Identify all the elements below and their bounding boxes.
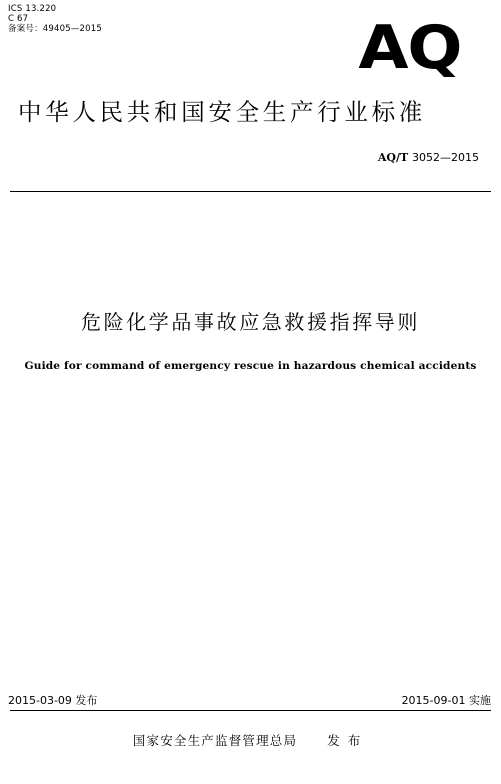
issue-verb: 发布 — [327, 733, 369, 748]
ics-code: ICS 13.220 — [8, 4, 57, 14]
top-divider — [10, 191, 491, 192]
standard-code-prefix: AQ/T — [377, 151, 409, 164]
record-number: 备案号：49405—2015 — [8, 24, 102, 34]
document-title-english: Guide for command of emergency rescue in hazardous chemical accidents — [24, 360, 477, 372]
issue-date: 2015-03-09 发布 — [8, 694, 98, 707]
standard-code-number: 3052—2015 — [412, 151, 479, 164]
standard-type-heading: 中华人民共和国安全生产行业标准 — [18, 98, 426, 126]
issuer-line — [0, 731, 501, 749]
standard-code — [378, 151, 479, 164]
ccs-code: C 67 — [8, 14, 29, 24]
issuer-name: 国家安全生产监督管理总局 — [132, 733, 298, 748]
document-title-chinese: 危险化学品事故应急救援指挥导则 — [81, 310, 420, 334]
bottom-divider — [10, 710, 491, 711]
implementation-date: 2015-09-01 实施 — [401, 694, 491, 707]
aq-logo: AQ — [357, 13, 461, 83]
